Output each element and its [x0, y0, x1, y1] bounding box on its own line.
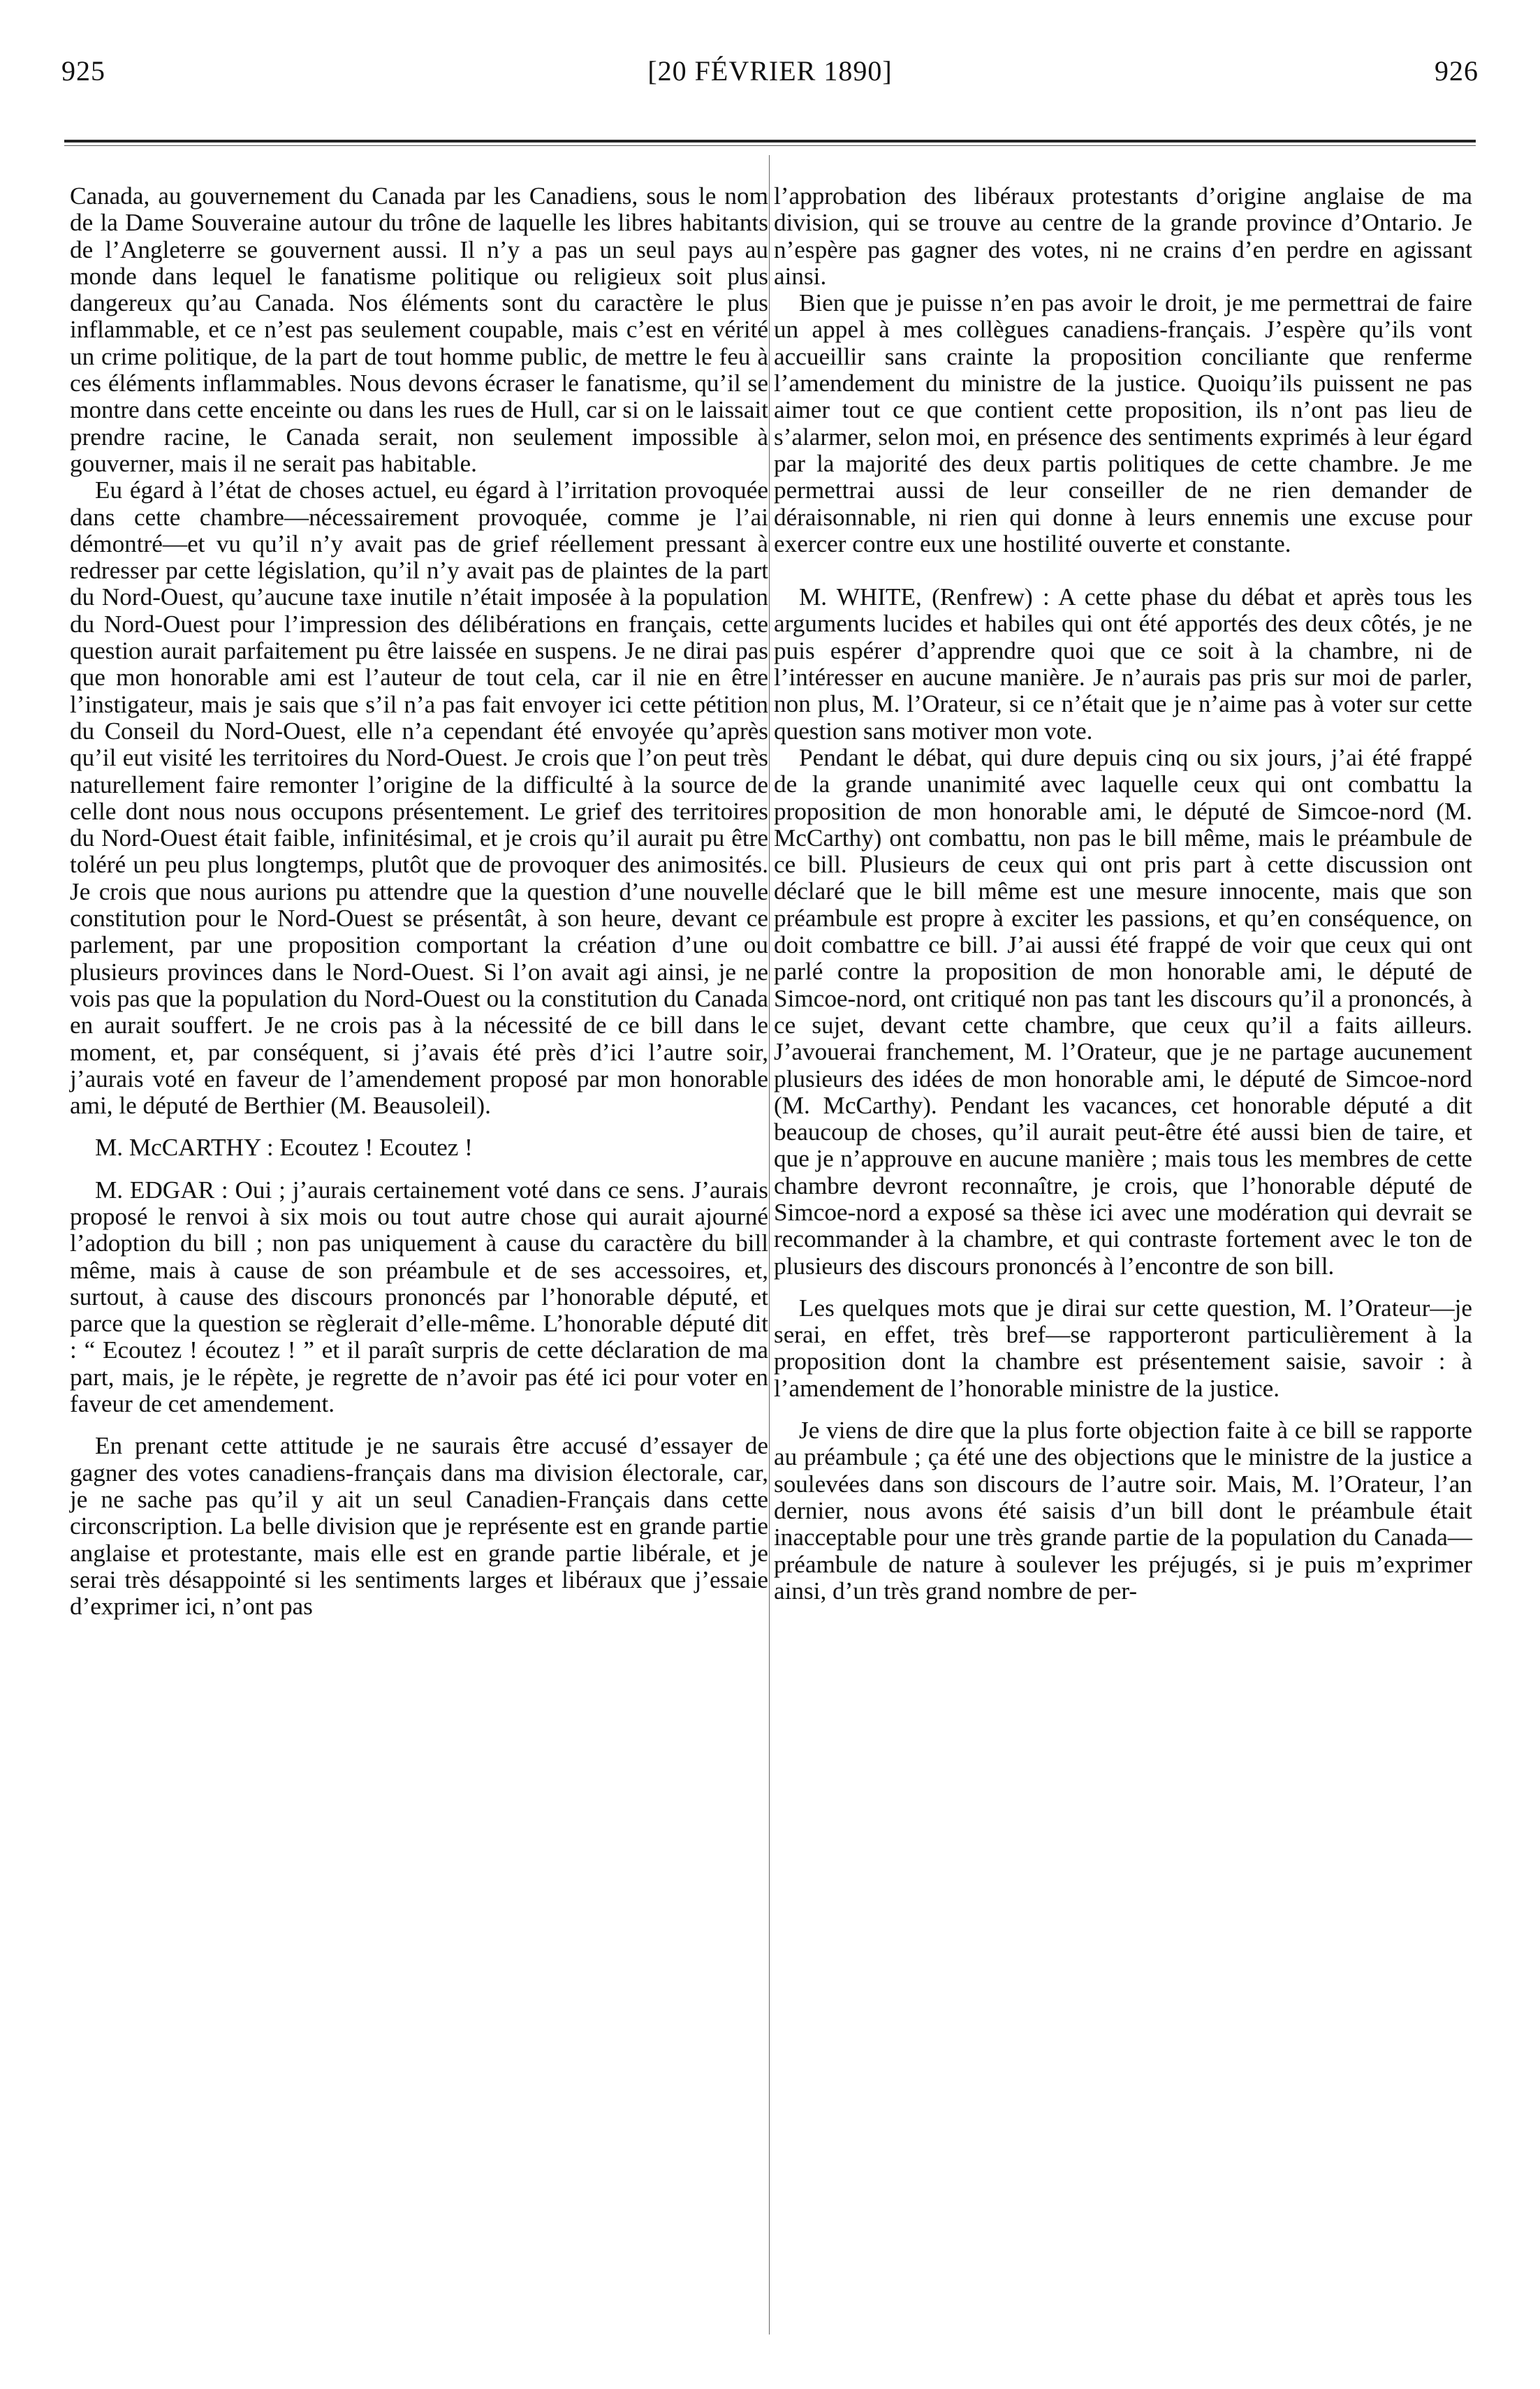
- speech-edgar: M. EDGAR : Oui ; j’aurais certainement voté dans ce sens. J’aurais proposé le renvoi à six mois ou tout autre chose qui aurait ajourné l’adoption du bill ; non pas uniquement à cause du caractère du bill même, mais à cause de son préambule et de ses accessoires, et, surtout, à cause des discours prononcés par l’honorable député, et parce que la question se règlerait d’elle-même. L’honorable député dit : “ Ecoutez ! écoutez ! ” et il paraît surpris de cette déclaration de ma part, mais, je le répète, je regrette de n’avoir pas été ici pour voter en faveur de cet amendement.: [70, 1176, 768, 1418]
- header-date: [20 FÉVRIER 1890]: [647, 55, 893, 87]
- speech-white: M. WHITE, (Renfrew) : A cette phase du débat et après tous les arguments lucides et habiles qui ont été apportés des deux côtés, je ne puis espérer d’apprendre quoi que ce soit à la chambre, ni de l’intéresser en aucune manière. Je n’aurais pas pris sur moi de parler, non plus, M. l’Orateur, si ce n’était que je n’aime pas à voter sur cette question sans motiver mon vote.: [774, 583, 1472, 745]
- paragraph: En prenant cette attitude je ne saurais être accusé d’essayer de gagner des votes canadiens-français dans ma division électorale, car, je ne sache pas qu’il y ait un seul Canadien-Français dans cette circonscription. La belle division que je représente est en grande partie anglaise et protestante, mais elle est en grande partie libérale, et je serai très désappointé si les sentiments larges et libéraux que j’essaie d’exprimer ici, n’ont pas: [70, 1432, 768, 1621]
- header-rule-thin: [64, 145, 1476, 146]
- right-column: [774, 183, 1472, 1605]
- running-header: [61, 54, 1479, 103]
- paragraph: Eu égard à l’état de choses actuel, eu égard à l’irritation provoquée dans cette chambre—nécessairement provoquée, comme je l’ai démontré—et vu qu’il n’y avait pas de grief réellement pressant à redresser par cette législation, qu’il n’y avait pas de plaintes de la part du Nord-Ouest, qu’aucune taxe inutile n’était imposée à la population du Nord-Ouest pour l’impression des délibérations en français, cette question aurait parfaitement pu être laissée en suspens. Je ne dirai pas que mon honorable ami est l’auteur de tout cela, car il nie en être l’instigateur, mais je sais que s’il n’a pas fait envoyer ici cette pétition du Conseil du Nord-Ouest, elle n’a cependant été envoyée qu’après qu’il eut visité les territoires du Nord-Ouest. Je crois que l’on peut très naturellement faire remonter l’origine de la difficulté à la source de celle dont nous nous occupons présentement. Le grief des territoires du Nord-Ouest était faible, infinitésimal, et je crois qu’il aurait pu être toléré un peu plus longtemps, plutôt que de provoquer des animosités. Je crois que nous aurions pu attendre que la question d’une nouvelle constitution pour le Nord-Ouest se présentât, à son heure, devant ce parlement, par une proposition comportant la création d’une ou plusieurs provinces dans le Nord-Ouest. Si l’on avait agi ainsi, je ne vois pas que la population du Nord-Ouest ou la constitution du Canada en aurait souffert. Je ne crois pas à la nécessité de ce bill dans le moment, et, par conséquent, si j’avais été près d’ici l’autre soir, j’aurais voté en faveur de l’amendement proposé par mon honorable ami, le député de Berthier (M. Beausoleil).: [70, 476, 768, 1120]
- column-divider: [769, 155, 770, 2335]
- left-page-number: 925: [61, 55, 105, 87]
- paragraph: Je viens de dire que la plus forte objection faite à ce bill se rapporte au préambule ; ça été une des objections que le ministre de la justice a soulevées dans son discours de l’autre soir. Mais, M. l’Orateur, l’an dernier, nous avons été saisis d’un bill dont le préambule était inacceptable pour une très grande partie de la population du Canada—préambule de nature à soulever les préjugés, si je puis m’exprimer ainsi, d’un très grand nombre de per-: [774, 1417, 1472, 1605]
- left-column: [70, 183, 768, 1620]
- speech-mccarthy: M. McCARTHY : Ecoutez ! Ecoutez !: [95, 1134, 473, 1162]
- paragraph: Bien que je puisse n’en pas avoir le droit, je me permettrai de faire un appel à mes collègues canadiens-français. J’espère qu’ils vont accueillir sans crainte la proposition conciliante que renferme l’amendement du ministre de la justice. Quoiqu’ils puissent ne pas aimer tout ce que contient cette proposition, ils n’ont pas lieu de s’alarmer, selon moi, en présence des sentiments exprimés à leur égard par la majorité des deux partis politiques de cette chambre. Je me permettrai aussi de leur conseiller de ne rien demander de déraisonnable, ni rien qui donne à leurs ennemis une excuse pour exercer contre eux une hostilité ouverte et constante.: [774, 289, 1472, 557]
- paragraph: Canada, au gouvernement du Canada par les Canadiens, sous le nom de la Dame Souveraine autour du trône de laquelle les libres habitants de l’Angleterre se gouvernent aussi. Il n’y a pas un seul pays au monde dans lequel le fanatisme politique ou religieux soit plus dangereux qu’au Canada. Nos éléments sont du caractère le plus inflammable, et ce n’est pas seulement coupable, mais c’est en vérité un crime politique, de la part de tout homme public, de mettre le feu à ces éléments inflammables. Nous devons écraser le fanatisme, qu’il se montre dans cette enceinte ou dans les rues de Hull, car si on le laissait prendre racine, le Canada serait, non seulement impossible à gouverner, mais il ne serait pas habitable.: [70, 182, 768, 477]
- paragraph: l’approbation des libéraux protestants d’origine anglaise de ma division, qui se trouve au centre de la grande province d’Ontario. Je n’espère pas gagner des votes, ni ne crains d’en perdre en agissant ainsi.: [774, 182, 1472, 290]
- paragraph: Pendant le débat, qui dure depuis cinq ou six jours, j’ai été frappé de la grande unanimité avec laquelle ceux qui ont combattu la proposition de mon honorable ami, le député de Simcoe-nord (M. McCarthy) ont combattu, non pas le bill même, mais le préambule de ce bill. Plusieurs de ceux qui ont pris part à cette discussion ont déclaré que le bill même est une mesure innocente, mais que son préambule est propre à exciter les passions, et qu’en conséquence, on doit combattre ce bill. J’ai aussi été frappé de voir que ceux qui ont parlé contre la proposition de mon honorable ami, le député de Simcoe-nord, ont critiqué non pas tant les discours qu’il a prononcés, à ce sujet, devant cette chambre, que ceux qu’il a faits ailleurs. J’avouerai franchement, M. l’Orateur, que je ne partage aucunement plusieurs des idées de mon honorable ami, le député de Simcoe-nord (M. McCarthy). Pendant les vacances, cet honorable député a dit beaucoup de choses, qu’il aurait peut-être été aussi bien de taire, et que je n’approuve en aucune manière ; mais tous les membres de cette chambre devront reconnaître, je crois, que l’honorable député de Simcoe-nord a exposé sa thèse ici avec une modération qui devrait se recommander à la chambre, et qui contraste fortement avec le ton de plusieurs des discours prononcés à l’encontre de son bill.: [774, 743, 1472, 1280]
- paragraph: Les quelques mots que je dirai sur cette question, M. l’Orateur—je serai, en effet, très bref—se rapporteront particulièrement à la proposition dont la chambre est présentement saisie, savoir : à l’amendement de l’honorable ministre de la justice.: [774, 1294, 1472, 1402]
- right-page-number: 926: [1435, 55, 1479, 87]
- header-rule: [64, 140, 1476, 143]
